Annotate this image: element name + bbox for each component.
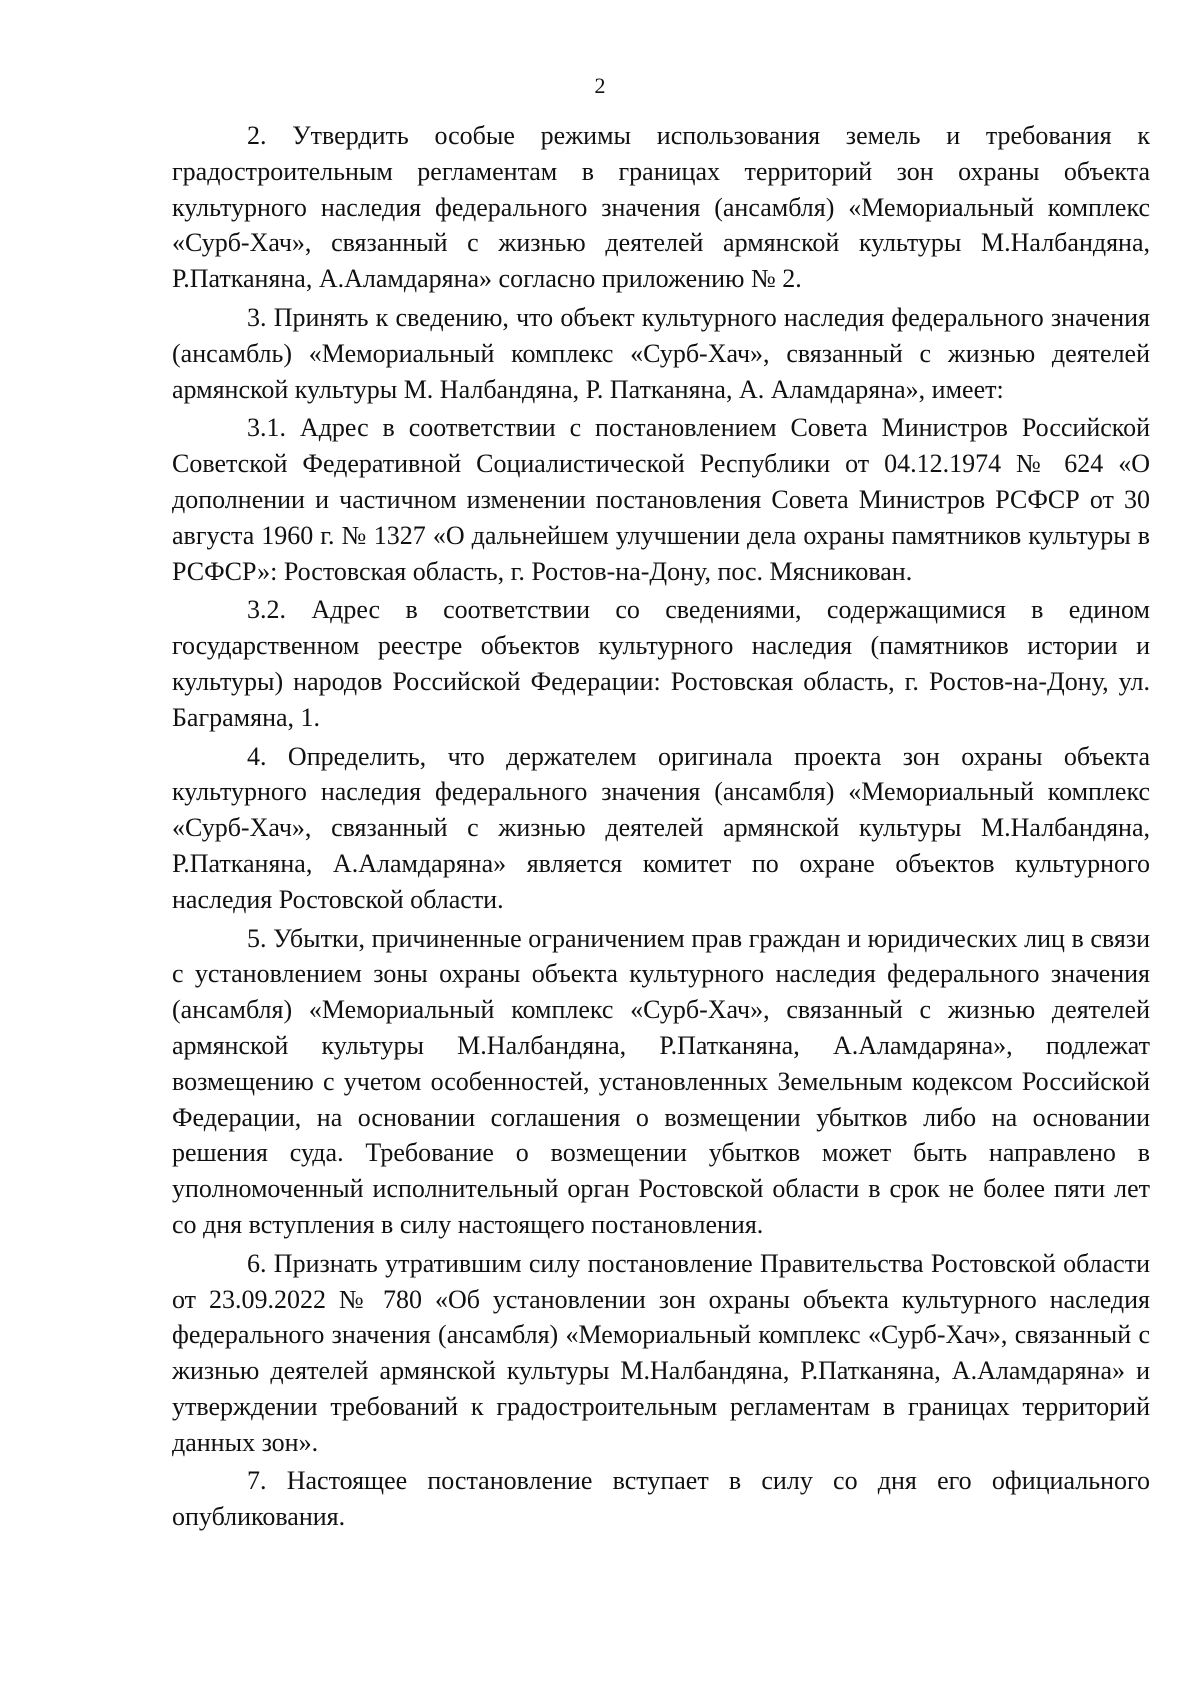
paragraph-item-7: 7. Настоящее постановление вступает в силу со дня его официального опубликования. <box>172 1466 1150 1532</box>
document-body <box>172 118 1150 1538</box>
paragraph-item-2: 2. Утвердить особые режимы использования земель и требования к градостроительным регламентам в границах территорий зон охраны объекта культурного наследия федерального значения (ансамбля) «Мемориальный комплекс «Сурб-Хач», связанный с жизнью деятелей армянской культуры М.Налбандяна, Р.Патканяна, А.Аламдаряна» согласно приложению № 2. <box>172 121 1150 294</box>
paragraph-item-3-1: 3.1. Адрес в соответствии с постановлением Совета Министров Российской Советской Федеративной Социалистической Республики от 04.12.1974 № 624 «О дополнении и частичном изменении постановления Совета Министров РСФСР от 30 августа 1960 г. № 1327 «О дальнейшем улучшении дела охраны памятников культуры в РСФСР»: Ростовская область, г. Ростов-на-Дону, пос. Мясникован. <box>172 413 1150 586</box>
paragraph-item-3-2: 3.2. Адрес в соответствии со сведениями, содержащимися в едином государственном реестре объектов культурного наследия (памятников истории и культуры) народов Российской Федерации: Ростовская область, г. Ростов-на-Дону, ул. Баграмяна, 1. <box>172 595 1150 732</box>
paragraph-item-3: 3. Принять к сведению, что объект культурного наследия федерального значения (ансамбль) «Мемориальный комплекс «Сурб-Хач», связанный с жизнью деятелей армянской культуры М. Налбандяна, Р. Патканяна, А. Аламдаряна», имеет: <box>172 302 1150 404</box>
paragraph-item-4: 4. Определить, что держателем оригинала проекта зон охраны объекта культурного наследия федерального значения (ансамбля) «Мемориальный комплекс «Сурб-Хач», связанный с жизнью деятелей армянской культуры М.Налбандяна, Р.Патканяна, А.Аламдаряна» является комитет по охране объектов культурного наследия Ростовской области. <box>172 741 1150 914</box>
paragraph-item-6: 6. Признать утратившим силу постановление Правительства Ростовской области от 23.09.2022 № 780 «Об установлении зон охраны объекта культурного наследия федерального значения (ансамбля) «Мемориальный комплекс «Сурб-Хач», связанный с жизнью деятелей армянской культуры М.Налбандяна, Р.Патканяна, А.Аламдаряна» и утверждении требований к градостроительным регламентам в границах территорий данных зон». <box>172 1248 1150 1457</box>
page-number: 2 <box>594 73 606 98</box>
paragraph-item-5: 5. Убытки, причиненные ограничением прав граждан и юридических лиц в связи с установлением зоны охраны объекта культурного наследия федерального значения (ансамбля) «Мемориальный комплекс «Сурб-Хач», связанный с жизнью деятелей армянской культуры М.Налбандяна, Р.Патканяна, А.Аламдаряна», подлежат возмещению с учетом особенностей, установленных Земельным кодексом Российской Федерации, на основании соглашения о возмещении убытков либо на основании решения суда. Требование о возмещении убытков может быть направлено в уполномоченный исполнительный орган Ростовской области в срок не более пяти лет со дня вступления в силу настоящего постановления. <box>172 923 1150 1239</box>
